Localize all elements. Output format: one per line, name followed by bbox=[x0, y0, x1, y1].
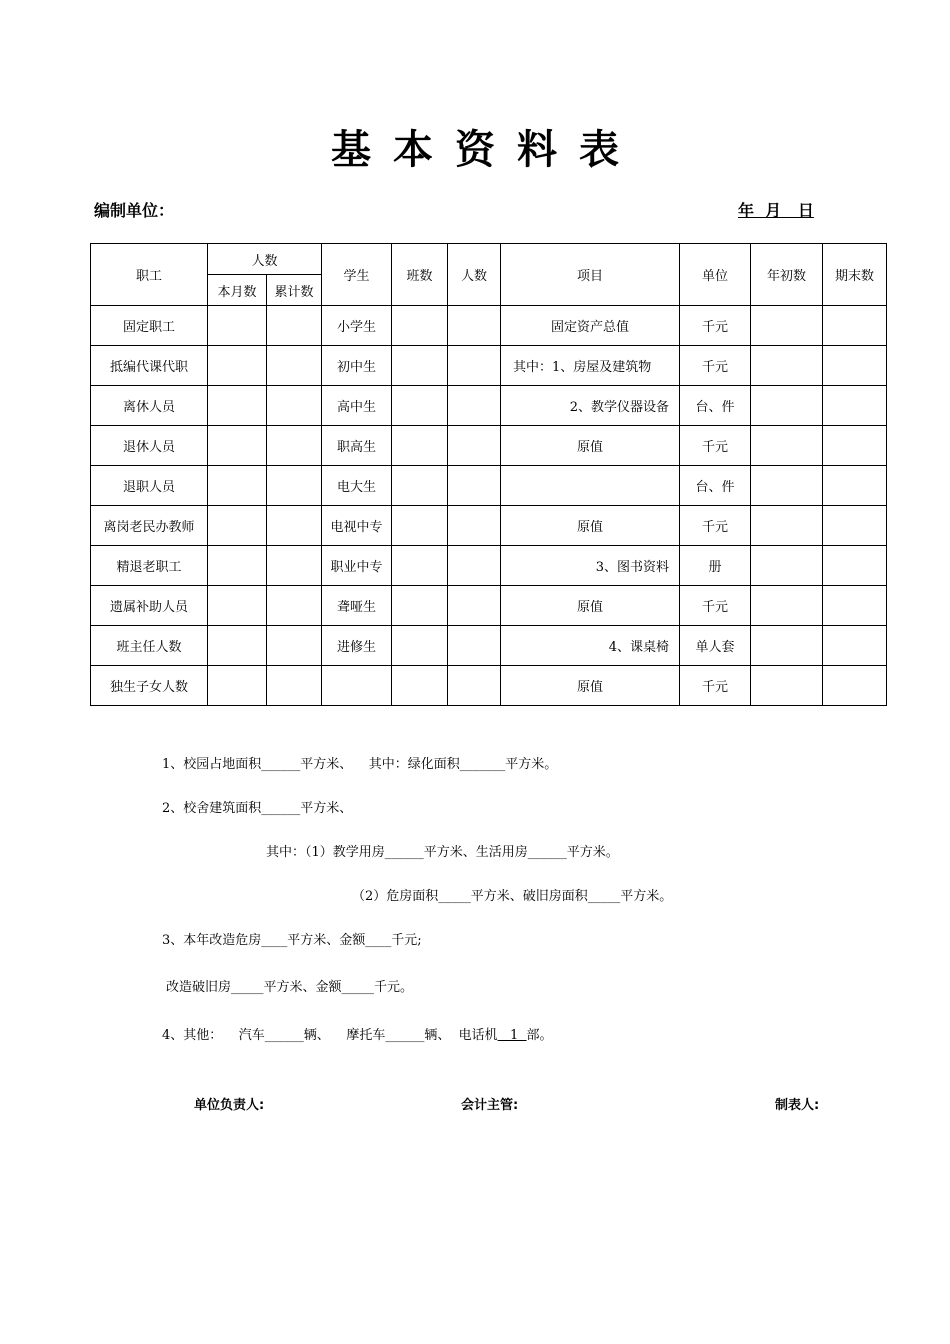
cell-item: 原值 bbox=[501, 666, 680, 706]
signature-preparer: 制表人: bbox=[775, 1098, 820, 1113]
note-renovate-dangerous: 3、本年改造危房____平方米、金额____千元; bbox=[162, 933, 422, 948]
cell-staff: 班主任人数 bbox=[91, 626, 208, 666]
cell-item: 2、教学仪器设备 bbox=[501, 386, 680, 426]
cell-item: 其中：1、房屋及建筑物 bbox=[501, 346, 680, 386]
cell-year-start bbox=[751, 386, 823, 426]
cell-classes bbox=[392, 666, 448, 706]
header-cumulative: 累计数 bbox=[267, 275, 322, 306]
header-staff: 职工 bbox=[91, 244, 208, 306]
cell-staff: 固定职工 bbox=[91, 306, 208, 346]
cell-this-month bbox=[208, 546, 267, 586]
cell-unit: 千元 bbox=[680, 346, 751, 386]
cell-persons bbox=[448, 386, 501, 426]
cell-this-month bbox=[208, 346, 267, 386]
cell-staff: 抵编代课代职 bbox=[91, 346, 208, 386]
table-row bbox=[91, 466, 887, 506]
compiling-unit-label: 编制单位： bbox=[94, 201, 175, 220]
cell-cumulative bbox=[267, 306, 322, 346]
cell-cumulative bbox=[267, 346, 322, 386]
signature-accountant: 会计主管: bbox=[461, 1098, 519, 1113]
table-row bbox=[91, 626, 887, 666]
cell-period-end bbox=[823, 586, 887, 626]
cell-this-month bbox=[208, 506, 267, 546]
cell-year-start bbox=[751, 586, 823, 626]
header-count: 人数 bbox=[208, 244, 322, 275]
header-unit: 单位 bbox=[680, 244, 751, 306]
cell-this-month bbox=[208, 386, 267, 426]
cell-item bbox=[501, 466, 680, 506]
cell-persons bbox=[448, 346, 501, 386]
cell-student: 职高生 bbox=[322, 426, 392, 466]
note-campus-area: 1、校园占地面积______平方米、 其中：绿化面积_______平方米。 bbox=[162, 757, 558, 772]
cell-item: 原值 bbox=[501, 586, 680, 626]
table-row bbox=[91, 306, 887, 346]
cell-staff: 退职人员 bbox=[91, 466, 208, 506]
cell-staff: 离休人员 bbox=[91, 386, 208, 426]
table-row bbox=[91, 426, 887, 466]
cell-period-end bbox=[823, 546, 887, 586]
cell-this-month bbox=[208, 466, 267, 506]
cell-student: 高中生 bbox=[322, 386, 392, 426]
cell-period-end bbox=[823, 426, 887, 466]
cell-persons bbox=[448, 506, 501, 546]
cell-classes bbox=[392, 586, 448, 626]
note-other-suffix: 部。 bbox=[526, 1028, 553, 1043]
cell-this-month bbox=[208, 586, 267, 626]
cell-student bbox=[322, 666, 392, 706]
cell-student: 小学生 bbox=[322, 306, 392, 346]
cell-persons bbox=[448, 546, 501, 586]
cell-year-start bbox=[751, 346, 823, 386]
cell-unit: 千元 bbox=[680, 586, 751, 626]
cell-classes bbox=[392, 386, 448, 426]
note-renovate-old: 改造破旧房_____平方米、金额_____千元。 bbox=[166, 980, 414, 995]
table-row bbox=[91, 546, 887, 586]
cell-persons bbox=[448, 626, 501, 666]
cell-classes bbox=[392, 426, 448, 466]
note-building-area: 2、校舍建筑面积______平方米、 bbox=[162, 801, 353, 816]
cell-student: 进修生 bbox=[322, 626, 392, 666]
cell-unit: 册 bbox=[680, 546, 751, 586]
basic-info-table bbox=[90, 243, 887, 706]
cell-period-end bbox=[823, 626, 887, 666]
cell-year-start bbox=[751, 506, 823, 546]
cell-item: 固定资产总值 bbox=[501, 306, 680, 346]
cell-item: 原值 bbox=[501, 426, 680, 466]
cell-student: 聋哑生 bbox=[322, 586, 392, 626]
cell-unit: 千元 bbox=[680, 666, 751, 706]
cell-item: 4、课桌椅 bbox=[501, 626, 680, 666]
cell-item: 3、图书资料 bbox=[501, 546, 680, 586]
date-label: 年 月 日 bbox=[738, 201, 814, 220]
cell-year-start bbox=[751, 626, 823, 666]
cell-student: 职业中专 bbox=[322, 546, 392, 586]
cell-classes bbox=[392, 506, 448, 546]
cell-period-end bbox=[823, 466, 887, 506]
table-row bbox=[91, 346, 887, 386]
cell-cumulative bbox=[267, 666, 322, 706]
cell-cumulative bbox=[267, 466, 322, 506]
header-period-end: 期末数 bbox=[823, 244, 887, 306]
cell-year-start bbox=[751, 306, 823, 346]
cell-item: 原值 bbox=[501, 506, 680, 546]
cell-this-month bbox=[208, 306, 267, 346]
cell-classes bbox=[392, 626, 448, 666]
cell-year-start bbox=[751, 546, 823, 586]
cell-cumulative bbox=[267, 586, 322, 626]
cell-student: 初中生 bbox=[322, 346, 392, 386]
cell-persons bbox=[448, 306, 501, 346]
table-row bbox=[91, 506, 887, 546]
cell-unit: 单人套 bbox=[680, 626, 751, 666]
cell-staff: 独生子女人数 bbox=[91, 666, 208, 706]
table-row bbox=[91, 586, 887, 626]
cell-cumulative bbox=[267, 386, 322, 426]
cell-persons bbox=[448, 426, 501, 466]
cell-unit: 千元 bbox=[680, 306, 751, 346]
cell-year-start bbox=[751, 666, 823, 706]
cell-staff: 遗属补助人员 bbox=[91, 586, 208, 626]
cell-period-end bbox=[823, 386, 887, 426]
cell-classes bbox=[392, 346, 448, 386]
header-this-month: 本月数 bbox=[208, 275, 267, 306]
cell-period-end bbox=[823, 506, 887, 546]
cell-persons bbox=[448, 666, 501, 706]
cell-unit: 台、件 bbox=[680, 466, 751, 506]
cell-period-end bbox=[823, 306, 887, 346]
cell-staff: 退休人员 bbox=[91, 426, 208, 466]
cell-persons bbox=[448, 466, 501, 506]
cell-unit: 千元 bbox=[680, 426, 751, 466]
cell-unit: 千元 bbox=[680, 506, 751, 546]
cell-period-end bbox=[823, 346, 887, 386]
cell-cumulative bbox=[267, 426, 322, 466]
cell-persons bbox=[448, 586, 501, 626]
header-student: 学生 bbox=[322, 244, 392, 306]
table-row bbox=[91, 666, 887, 706]
cell-this-month bbox=[208, 426, 267, 466]
cell-classes bbox=[392, 466, 448, 506]
header-classes: 班数 bbox=[392, 244, 448, 306]
cell-cumulative bbox=[267, 626, 322, 666]
table-row bbox=[91, 386, 887, 426]
cell-this-month bbox=[208, 626, 267, 666]
note-dangerous-old: （2）危房面积_____平方米、破旧房面积_____平方米。 bbox=[352, 889, 673, 904]
phone-count: 1 bbox=[497, 1028, 527, 1043]
cell-classes bbox=[392, 306, 448, 346]
cell-period-end bbox=[823, 666, 887, 706]
cell-student: 电大生 bbox=[322, 466, 392, 506]
note-teaching-living: 其中：（1）教学用房______平方米、生活用房______平方米。 bbox=[266, 845, 619, 860]
page-title: 基本资料表 bbox=[331, 127, 641, 173]
note-other bbox=[162, 1024, 553, 1043]
note-other-prefix: 4、其他： 汽车______辆、 摩托车______辆、 电话机 bbox=[162, 1028, 498, 1043]
header-year-start: 年初数 bbox=[751, 244, 823, 306]
cell-year-start bbox=[751, 426, 823, 466]
cell-staff: 精退老职工 bbox=[91, 546, 208, 586]
cell-cumulative bbox=[267, 546, 322, 586]
cell-year-start bbox=[751, 466, 823, 506]
cell-classes bbox=[392, 546, 448, 586]
cell-unit: 台、件 bbox=[680, 386, 751, 426]
header-persons: 人数 bbox=[448, 244, 501, 306]
cell-cumulative bbox=[267, 506, 322, 546]
cell-this-month bbox=[208, 666, 267, 706]
cell-student: 电视中专 bbox=[322, 506, 392, 546]
cell-staff: 离岗老民办教师 bbox=[91, 506, 208, 546]
header-item: 项目 bbox=[501, 244, 680, 306]
signature-head: 单位负责人: bbox=[194, 1098, 265, 1113]
